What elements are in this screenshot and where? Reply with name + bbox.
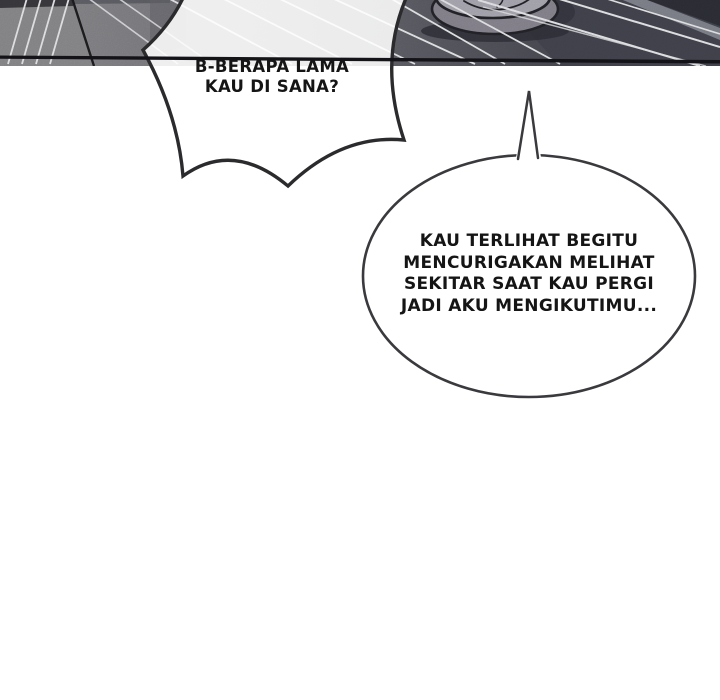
shout-bubble-text (172, 57, 372, 97)
speech-text-line: KAU TERLIHAT BEGITU (419, 231, 639, 251)
shout-text-line: B-BERAPA LAMA (194, 57, 350, 76)
speech-text-line: MENCURIGAKAN MELIHAT (403, 252, 655, 273)
shout-text-line: KAU DI SANA? (204, 77, 340, 96)
speech-text-line: SEKITAR SAAT KAU PERGI (403, 274, 655, 294)
speech-bubble-text (379, 231, 679, 317)
speech-text-line: JADI AKU MENGIKUTIMU... (400, 295, 658, 316)
